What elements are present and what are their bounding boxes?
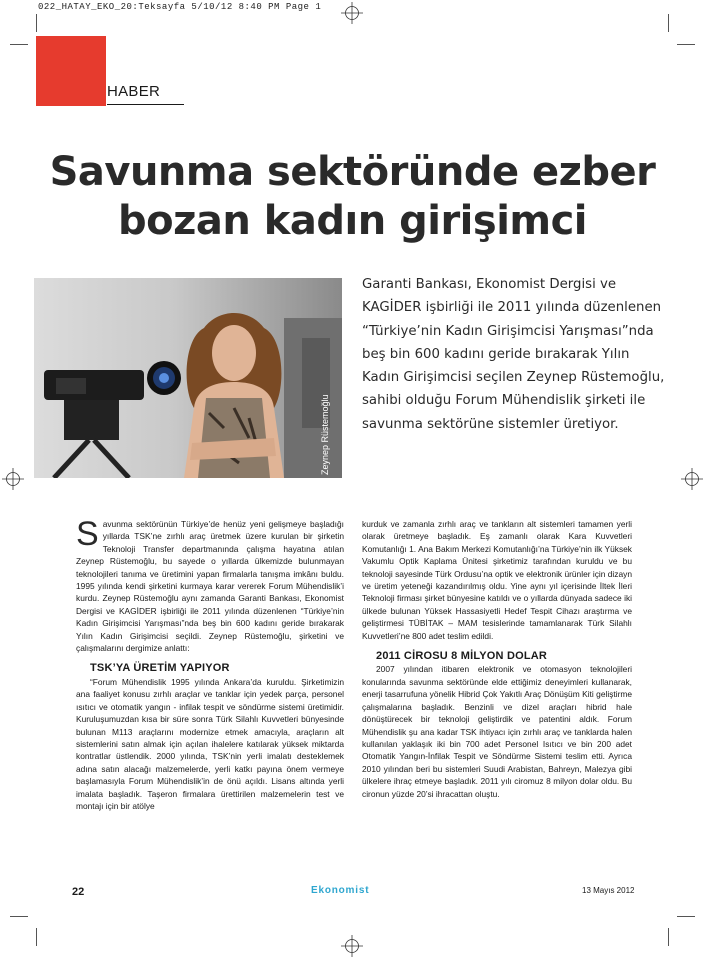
registration-mark-right [681,468,703,490]
crop-mark-top-right-h [677,44,695,45]
magazine-name: Ekonomist [311,885,370,896]
photo-credit: Zeynep Rüstemoğlu [320,394,330,475]
lead-paragraph: Garanti Bankası, Ekonomist Dergisi ve KAGİDER işbirliği ile 2011 yılında düzenlenen “Türkiye’nin Kadın Girişimcisi Yarışması”nda beş bin 600 kadını geride bırakarak Yılın Kadın Girişimcisi seçilen Zeynep Rüstemoğlu, sahibi olduğu Forum Mühendislik şirketi ile savunma sektörüne sistemler üretiyor. [362,277,665,432]
section-underline [107,104,184,105]
crop-mark-bottom-right-v [668,928,669,946]
section-label: HABER [107,83,161,100]
registration-mark-top [341,2,363,24]
crop-mark-top-left-h [10,44,28,45]
subheading-ciro: 2011 CİROSU 8 MİLYON DOLAR [376,650,548,663]
crop-mark-bottom-left-v [36,928,37,946]
crop-mark-bottom-right-h [677,916,695,917]
intro-text: avunma sektörünün Türkiye’de henüz yeni gelişmeye başladığı yıllarda TSK’ne zırhlı araç üretmek üzere kurulan bir şirketin Teknoloji Transfer departmanında çalışma hayatına atılan Zeynep Rüstemoğlu, bu sayede o yıllarda ülkemizde bulunmayan teknolojileri tanıma ve üretimini yapan firmalarla tanışma imkânı buldu. 1995 yılında kendi şirketini kurmaya karar vererek Forum Mühendislik’i kurdu. Zeynep Rüstemoğlu aynı zamanda Garanti Bankası, Ekonomist Dergisi ve KAGİDER işbirliği ile 2011 yılında düzenlenen “Türkiye’nin Kadın Girişimcisi Yarışması”nda beş bin 600 kadını geride bırakarak Yılın Kadın Girişimcisi seçildi. Zeynep Rüstemoğlu, şirketini ve çalışmalarını dergimize anlattı: [76,519,344,654]
registration-mark-bottom [341,935,363,957]
article-column-left [76,515,344,812]
headline [30,148,675,246]
article-column-right [362,518,632,800]
crop-mark-top-left-v [36,14,37,32]
body-paragraph-1: “Forum Mühendislik 1995 yılında Ankara’da kuruldu. Şirketimizin ana faaliyet konusu zırhlı araçlar ve tanklar için yedek parça, personel ısıtıcı ve otomatik yangın - infilak tespit ve söndürme sistemi üretimidir. Kuruluşumuzdan kısa bir süre sonra Türk Silahlı Kuvvetleri bünyesinde bulunan M113 araçlarını modernize etmek amacıyla, araçların alt sistemlerini satın almak için açılan ihalelere katılarak yüksek miktarda kontratlar üstlendik. 2000 yılında, TSK’nin yerli imalatı desteklemek adına satın alacağı malzemelerde, yerli katkı payına önem vermeye başlamasıyla Forum Mühendislik’in de önü açıldı. Lisans altında yerli imalata başladık. Taşeron firmalara ürettirilen malzemelerin test ve montajı için bir atölye [76,676,344,811]
registration-mark-left [2,468,24,490]
body-paragraph-2: 2007 yılından itibaren elektronik ve otomasyon teknolojileri konularında savunma sektöründe elde ettiğimiz deneyimleri kullanarak, enerji tasarrufuna yönelik Hibrid Çok Yakıtlı Araç Dönüşüm Kiti geliştirme çalışmalarına başladık. Benzinli ve dizel araçları hibrid hale dönüştürecek bir teknoloji geliştirdik ve patentini aldık. Forum Mühendislik şu ana kadar TSK ihtiyacı için zırhlı araç ve tanklarda halen kullanılan yaklaşık iki bin 700 adet Personel Isıtıcı ve bin 200 adet Otomatik Yangın-İnfilak Tespit ve Söndürme Sistemi teslim etti. Ayrıca 2010 yılından beri bu sistemleri Suudi Arabistan, Bahreyn, Malezya gibi ülkelere ihraç etmeye başladık. 2011 yılı ciromuz 8 milyon dolar oldu. Bu cironun yüzde 20’si ihracattan oluştu. [362,664,632,799]
body-paragraph-1-continued: kurduk ve zamanla zırhlı araç ve tankların alt sistemleri tamamen yerli olarak üretmeye başladık. Eş zamanlı olarak Kara Kuvvetleri Komutanlığı 1. Ana Bakım Merkezi Komutanlığı’na Türkiye’nin ilk Yüksek Vakumlu Optik Kaplama Ünitesi şirketimiz tarafından kuruldu ve bu teknoloji sayesinde Türk Ordusu’na optik ve elektronik ürünler için dizayn ve üretim yeteneği kazandırılmış oldu. Yine aynı yıl içerisinde İltek İleri Teknoloji firması şirket bünyesine katıldı ve o yıllarda dünyada sadece iki ülkede bulunan Yüksek Hassasiyetli Hedef Tespit Cihazı araştırma ve geliştirmesi TÜBİTAK – MAM tesislerinde tamamlanarak Türk Silahlı Kuvvetleri’ne 800 adet teslim edildi. [362,519,632,641]
subheading-tsk: TSK’YA ÜRETİM YAPIYOR [90,662,230,675]
intro-paragraph [76,515,344,654]
headline-line-2: bozan kadın girişimci [117,198,588,244]
portrait-photo [34,278,342,478]
headline-line-1: Savunma sektöründe ezber [49,149,656,195]
section-color-block [36,36,106,106]
drop-cap: S [76,515,99,553]
crop-mark-bottom-left-h [10,916,28,917]
print-slug: 022_HATAY_EKO_20:Teksayfa 5/10/12 8:40 PM Page 1 [38,2,322,12]
crop-mark-top-right-v [668,14,669,32]
publication-date: 13 Mayıs 2012 [582,886,635,895]
page-number: 22 [72,886,85,898]
